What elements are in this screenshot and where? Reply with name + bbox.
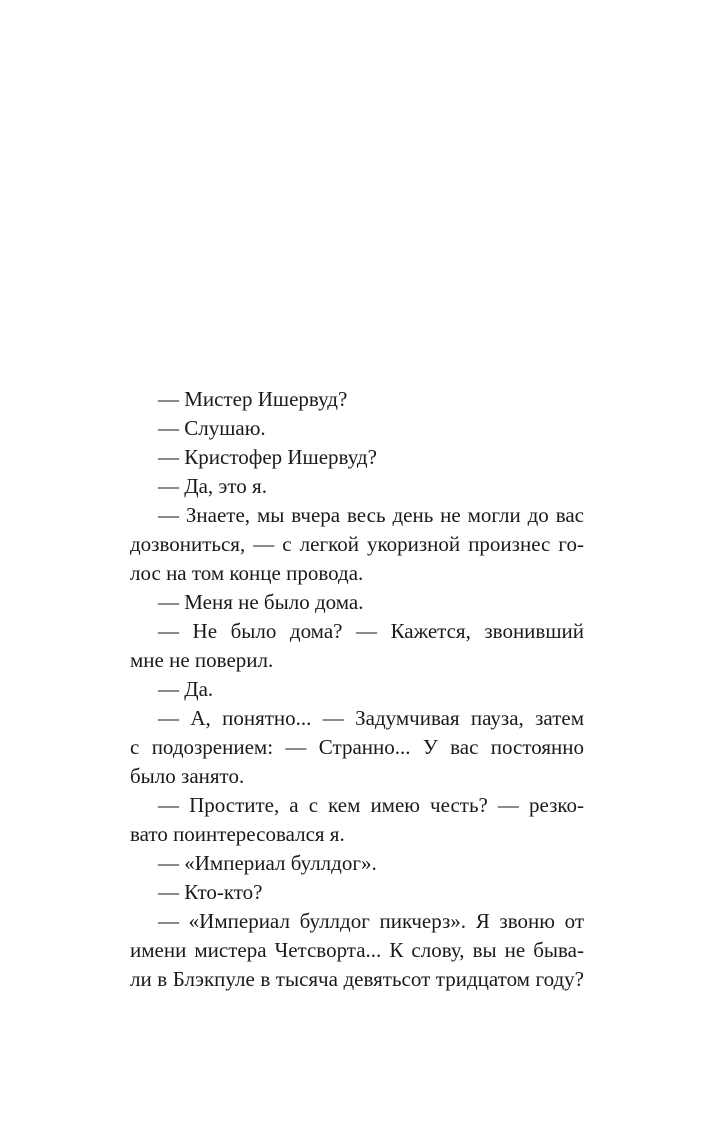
- text-line: было занято.: [130, 764, 245, 788]
- text-line: вато поинтересовался я.: [130, 822, 345, 846]
- text-line: — «Империал буллдог пикчерз». Я звоню от: [158, 909, 584, 933]
- text-line: — Меня не было дома.: [158, 590, 364, 614]
- text-line: — Да.: [158, 677, 214, 701]
- text-line: ли в Блэкпуле в тысяча девятьсот тридцатом году?: [130, 967, 584, 991]
- text-line: — «Империал буллдог».: [158, 851, 377, 875]
- text-line: — Простите, а с кем имею честь? — резко-: [158, 793, 584, 817]
- text-line: дозвониться, — с легкой укоризной произнес го-: [130, 532, 584, 556]
- text-line: — Не было дома? — Кажется, звонивший: [158, 619, 584, 643]
- text-line: — Мистер Ишервуд?: [158, 387, 348, 411]
- text-line: мне не поверил.: [130, 648, 274, 672]
- text-line: — Слушаю.: [158, 416, 266, 440]
- text-line: — Кто-кто?: [158, 880, 263, 904]
- text-line: имени мистера Четсворта... К слову, вы не быва-: [130, 938, 584, 962]
- text-line: — Кристофер Ишервуд?: [158, 445, 377, 469]
- text-line: — Знаете, мы вчера весь день не могли до вас: [158, 503, 584, 527]
- text-line: лос на том конце провода.: [130, 561, 364, 585]
- text-line: — Да, это я.: [158, 474, 267, 498]
- text-line: с подозрением: — Странно... У вас постоянно: [130, 735, 584, 759]
- text-line: — А, понятно... — Задумчивая пауза, затем: [158, 706, 584, 730]
- body-text: [130, 385, 584, 994]
